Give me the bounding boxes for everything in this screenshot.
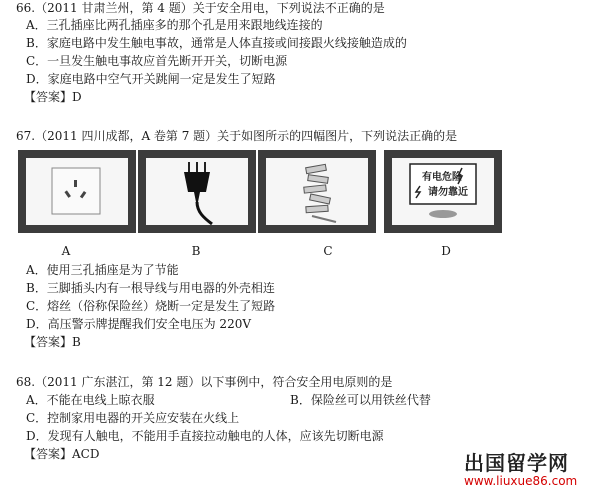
picture-label-b: B [191,244,201,258]
picture-label-c: C [323,244,333,258]
q66-answer: 【答案】D [24,90,82,104]
picture-c-fuse [258,150,376,233]
q67-answer: 【答案】B [24,335,81,349]
q67-option-d: D．高压警示牌提醒我们安全电压为 220V [26,317,252,331]
picture-b-plug [138,150,256,233]
watermark-url: www.liuxue86.com [464,474,578,488]
q67-stem: 67.（2011 四川成都，A 卷第 7 题）关于如图所示的四幅图片，下列说法正确的是 [16,129,458,143]
q67-option-a: A．使用三孔插座是为了节能 [26,263,179,277]
picture-d-warning-sign [384,150,502,233]
watermark [464,452,577,488]
q68-option-b: B．保险丝可以用铁丝代替 [290,393,431,407]
q67-option-c: C．熔丝（俗称保险丝）烧断一定是发生了短路 [26,299,276,313]
picture-a-socket [18,150,136,233]
sign-text-line2: 请勿靠近 [428,187,468,198]
three-pin-plug-icon [146,158,248,225]
q66-option-c: C．一旦发生触电事故应首先断开开关，切断电源 [26,54,288,68]
q67-option-b: B．三脚插头内有一根导线与用电器的外壳相连 [26,281,275,295]
picture-label-d: D [441,244,451,258]
q68-option-d: D．发现有人触电，不能用手直接拉动触电的人体，应该先切断电源 [26,429,384,443]
picture-label-a: A [61,244,71,258]
q68-option-a: A．不能在电线上晾衣服 [26,393,155,407]
sign-text-line1: 有电危险 [422,172,462,183]
q68-answer: 【答案】ACD [24,447,100,461]
q66-option-a: A．三孔插座比两孔插座多的那个孔是用来跟地线连接的 [26,18,323,32]
watermark-name: 出国留学网 [464,451,569,475]
fuse-wire-icon [266,158,368,225]
q68-stem: 68.（2011 广东湛江，第 12 题）以下事例中，符合安全用电原则的是 [16,375,393,389]
q66-stem: 66.（2011 甘肃兰州，第 4 题）关于安全用电，下列说法不正确的是 [16,1,385,15]
q68-option-c: C．控制家用电器的开关应安装在火线上 [26,411,240,425]
q66-option-b: B．家庭电路中发生触电事故，通常是人体直接或间接跟火线接触造成的 [26,36,407,50]
three-pin-socket-icon [26,158,128,225]
q66-option-d: D．家庭电路中空气开关跳闸一定是发生了短路 [26,72,276,86]
